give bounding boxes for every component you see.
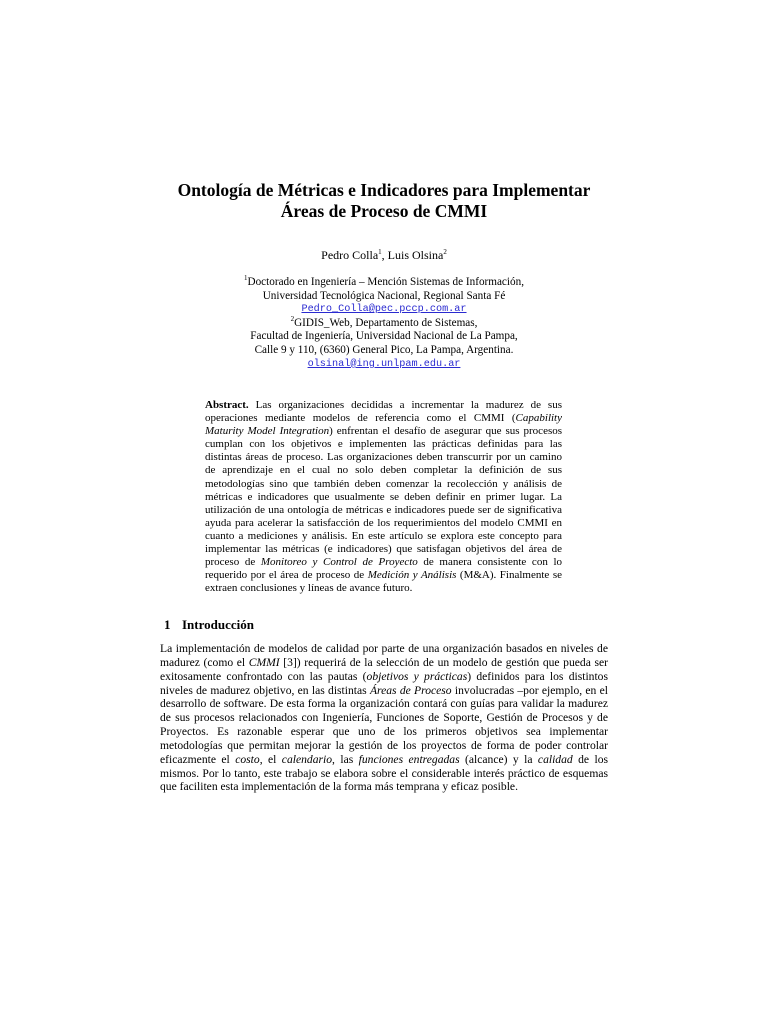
body-text: , el <box>259 752 282 766</box>
affiliation-mark: 2 <box>290 314 295 323</box>
body-emphasis: Áreas de Proceso <box>369 683 452 697</box>
author-separator: , <box>381 248 388 262</box>
body-text: involucradas –por ejemplo, en el desarrollo de software. De esta forma la organización contará con guías para validar la madurez de sus procesos relacionados con Ingeniería, Funciones de Soporte, Gestión de Procesos y de Proyectos. Es razonable esperar que uno de los primeros objetivos sea implementar metodologías que permitan mejorar la gestión de los proyectos de forma de poder controlar eficazmente el <box>160 683 608 766</box>
affiliation-text: Doctorado en Ingeniería – Mención Sistemas de Información, <box>247 276 524 288</box>
affiliation-line: Facultad de Ingeniería, Universidad Nacional de La Pampa, <box>250 330 518 343</box>
section-heading <box>164 617 614 633</box>
body-text: , las <box>332 752 359 766</box>
affiliation-line <box>170 276 598 290</box>
abstract-emphasis: Medición y Análisis <box>367 569 457 582</box>
affiliation-line <box>170 314 598 331</box>
abstract-emphasis: Monitoreo y Control de Proyecto <box>260 556 418 569</box>
affiliation-line: Calle 9 y 110, (6360) General Pico, La Pampa, Argentina. <box>254 343 514 356</box>
abstract-text: Las organizaciones decididas a incrementar la madurez de sus operaciones mediante modelos de referencia como el CMMI ( <box>205 399 562 425</box>
body-emphasis: calendario <box>281 752 333 766</box>
title-line-1: Ontología de Métricas e Indicadores para Implementar <box>177 180 591 200</box>
introduction-paragraph <box>160 642 608 794</box>
abstract-text: (M&A). Finalmente se extraen conclusiones y líneas de avance futuro. <box>205 569 562 595</box>
abstract-emphasis: Capability Maturity Model Integration <box>205 412 562 438</box>
author-name: Luis Olsina <box>387 248 444 262</box>
affiliation-line: Universidad Tecnológica Nacional, Regional Santa Fé <box>262 289 506 302</box>
body-text: (alcance) y la <box>459 752 538 766</box>
body-text: ) definidos para los distintos niveles de madurez objetivo, en las distintas <box>160 669 608 697</box>
author-affiliation-mark: 2 <box>443 248 447 256</box>
title-line-2: Áreas de Proceso de CMMI <box>280 201 488 221</box>
author-email-link[interactable]: Pedro_Colla@pec.pccp.com.ar <box>301 304 467 316</box>
abstract-text: de manera consistente con lo requerido por el área de proceso de <box>205 556 563 582</box>
author-affiliation-mark: 1 <box>378 248 382 256</box>
abstract-label: Abstract. <box>205 399 249 411</box>
body-emphasis: CMMI <box>248 655 280 669</box>
affiliations <box>170 276 598 371</box>
body-emphasis: calidad <box>537 752 573 766</box>
body-emphasis: costo <box>235 752 260 766</box>
abstract-paragraph <box>205 399 562 595</box>
body-emphasis: objetivos y prácticas <box>366 669 468 683</box>
body-text: de los mismos. Por lo tanto, este trabajo se elabora sobre el considerable interés práctico de esquemas que faciliten esta implementación de la forma más temprana y eficaz posible. <box>160 752 609 794</box>
affiliation-text: GIDIS_Web, Departamento de Sistemas, <box>294 316 478 329</box>
paper-title <box>120 180 648 222</box>
section-number: 1 <box>164 617 171 632</box>
section-title: Introducción <box>182 617 254 632</box>
author-email-link[interactable]: olsinal@ing.unlpam.edu.ar <box>307 358 461 370</box>
author-list <box>120 248 648 263</box>
body-text: La implementación de modelos de calidad por parte de una organización basados en niveles de madurez (como el <box>160 642 608 669</box>
abstract-text: ) enfrentan el desafío de asegurar que sus procesos cumplan con los objetivos e implementen las prácticas definidas para las distintas áreas de proceso. Las organizaciones deben transcurrir por un camino de aprendizaje en el cual no solo deben completar la definición de sus metodologías sino que también deben comenzar la recolección y análisis de métricas e indicadores que usualmente se deben definir en primer lugar. La utilización de una ontología de métricas e indicadores puede ser de significativa ayuda para acelerar la satisfacción de los requerimientos del modelo CMMI en cuanto a mediciones y análisis. En este artículo se explora este concepto para implementar las métricas (e indicadores) que satisfagan objetivos del área de proceso de <box>205 425 563 569</box>
body-text: [3]) requerirá de la selección de un modelo de gestión que pueda ser exitosamente confrontado con las pautas ( <box>160 655 608 683</box>
affiliation-mark: 1 <box>244 274 248 282</box>
author-name: Pedro Colla <box>321 248 379 262</box>
body-emphasis: funciones entregadas <box>358 752 460 766</box>
